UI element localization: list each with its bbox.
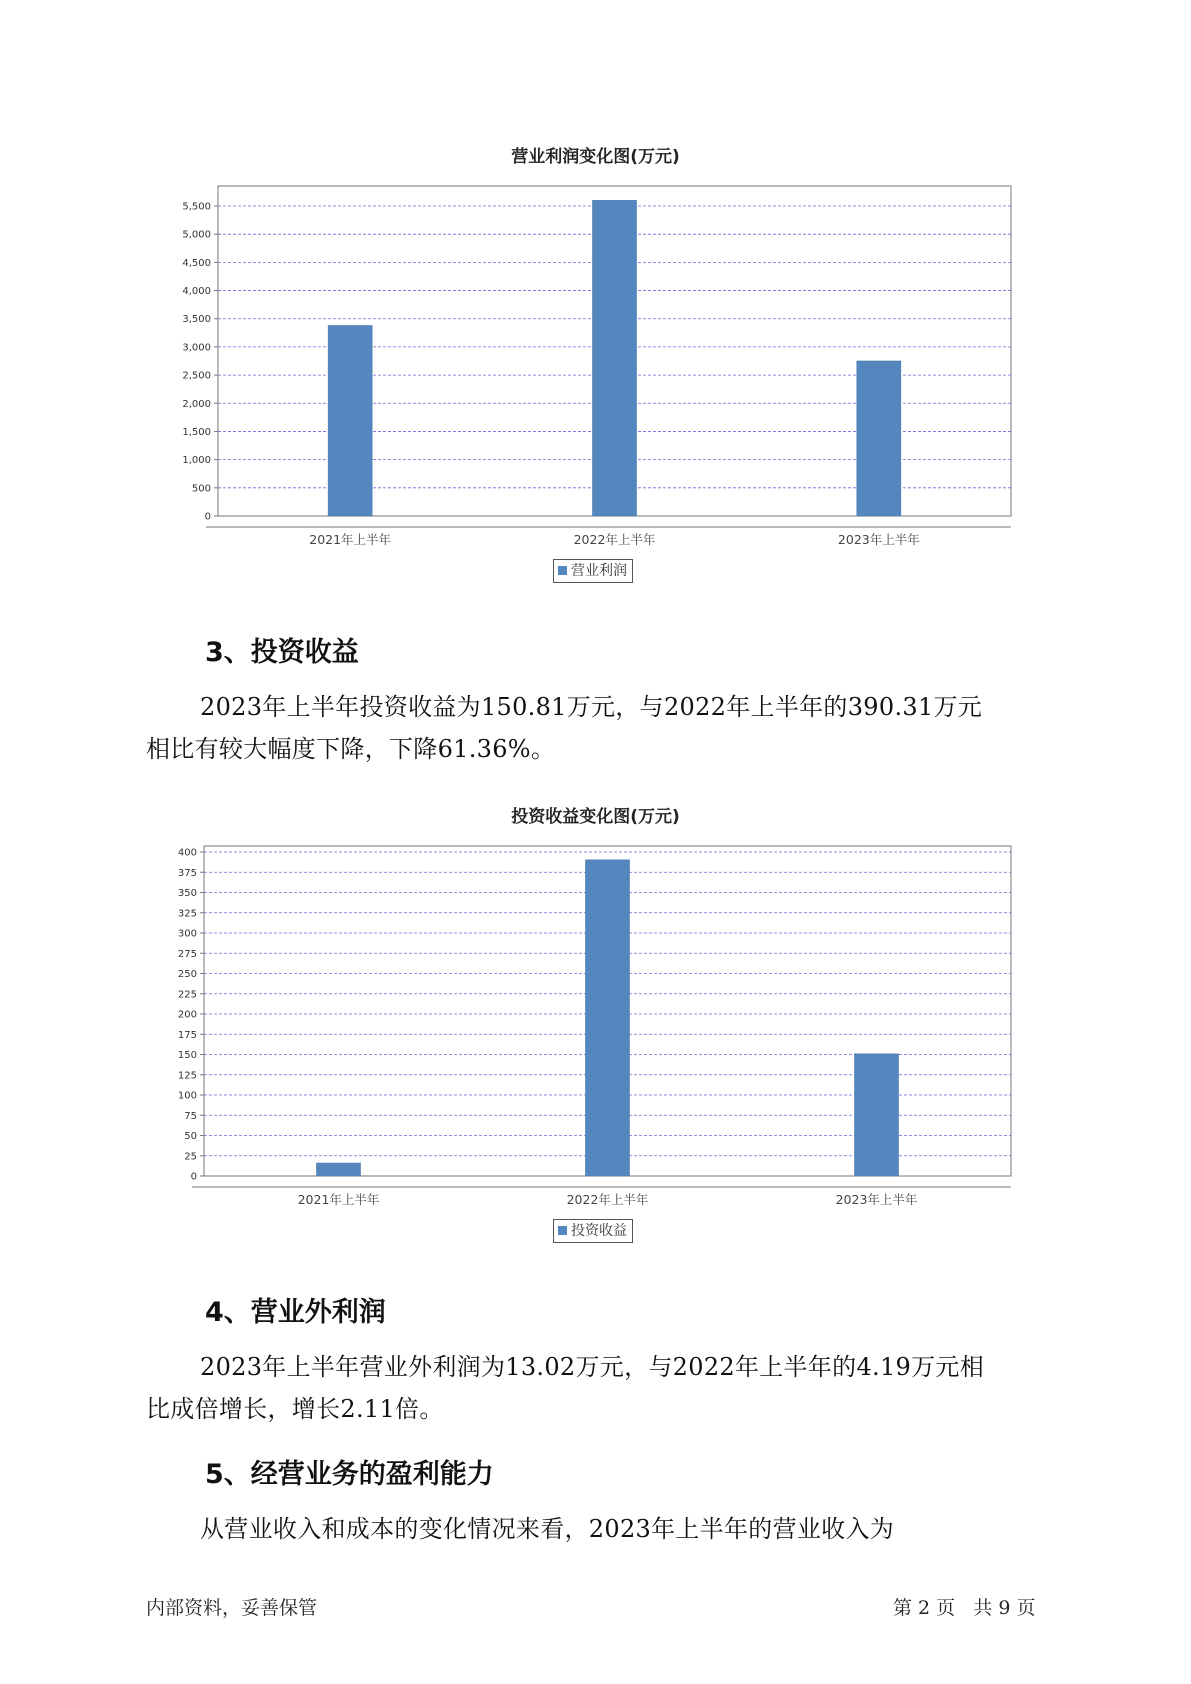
chart2-legend-label: 投资收益 (571, 1223, 627, 1239)
chart1-ytick-label: 5,500 (182, 201, 211, 213)
chart2-ytick-label: 300 (177, 928, 197, 940)
chart2-ytick-label: 400 (177, 847, 197, 859)
chart2-legend (553, 1219, 633, 1243)
chart1-legend-label: 营业利润 (571, 563, 627, 579)
chart2-xtick-label: 2021年上半年 (297, 1192, 380, 1207)
chart2-title: 投资收益变化图(万元) (511, 807, 680, 827)
chart2-ytick-label: 75 (184, 1110, 197, 1122)
heading-profitability: 5、经营业务的盈利能力 (205, 1459, 494, 1490)
heading-non-operating-profit: 4、营业外利润 (205, 1297, 386, 1328)
para-line: 相比有较大幅度下降，下降61.36%。 (146, 735, 556, 763)
para-non-operating-profit (146, 1346, 1066, 1430)
para-line: 从营业收入和成本的变化情况来看，2023年上半年的营业收入为 (200, 1515, 895, 1543)
chart2-ytick-label: 100 (177, 1090, 197, 1102)
chart2-ytick-label: 125 (177, 1070, 197, 1082)
chart2-bar (586, 860, 630, 1176)
chart1-ytick-label: 4,000 (182, 286, 211, 298)
chart2-ytick-label: 50 (184, 1131, 197, 1142)
chart2-xtick-label: 2023年上半年 (835, 1192, 918, 1207)
chart1-ytick-label: 5,000 (182, 229, 211, 241)
chart2-ytick-label: 175 (177, 1029, 197, 1041)
chart2-bar (317, 1163, 361, 1176)
para-profitability (146, 1508, 1066, 1550)
chart2-ytick-label: 375 (177, 867, 197, 879)
chart2-ytick-label: 350 (177, 888, 197, 899)
chart1-ytick-label: 4,500 (182, 257, 211, 269)
heading-investment-income: 3、投资收益 (205, 637, 359, 668)
chart1-ytick-label: 1,000 (182, 455, 211, 467)
chart2-bar (855, 1054, 899, 1176)
chart2-ytick-label: 150 (177, 1050, 197, 1061)
chart1-ytick-label: 1,500 (182, 426, 211, 438)
chart2-ytick-label: 25 (184, 1151, 197, 1163)
para-line: 2023年上半年营业外利润为13.02万元，与2022年上半年的4.19万元相 (200, 1353, 984, 1381)
chart2-ytick-label: 325 (177, 908, 197, 920)
para-line: 比成倍增长，增长2.11倍。 (146, 1395, 444, 1423)
legend-swatch-icon (558, 1226, 567, 1235)
chart2-ytick-label: 0 (190, 1171, 197, 1183)
chart1-ytick-label: 2,000 (182, 398, 211, 410)
chart2-xtick-label: 2022年上半年 (566, 1192, 649, 1207)
chart1-ytick-label: 3,500 (182, 314, 211, 326)
chart1-xtick-label: 2022年上半年 (573, 532, 656, 547)
chart1-title: 营业利润变化图(万元) (511, 147, 680, 167)
chart2-ytick-label: 225 (177, 989, 197, 1001)
chart1-xtick-label: 2021年上半年 (309, 532, 392, 547)
chart1-ytick-label: 3,000 (182, 342, 211, 354)
chart2-ytick-label: 200 (177, 1009, 197, 1021)
chart1-ytick-label: 500 (191, 483, 211, 495)
footer-page-number: 第 2 页 共 9 页 (893, 1597, 1036, 1619)
chart2-ytick-label: 250 (177, 969, 197, 980)
chart1-xtick-label: 2023年上半年 (837, 532, 920, 547)
chart2-ytick-label: 275 (177, 948, 197, 960)
chart1-ytick-label: 2,500 (182, 370, 211, 382)
chart1-ytick-label: 0 (204, 511, 211, 523)
footer-confidential-note: 内部资料，妥善保管 (146, 1597, 318, 1619)
para-line: 2023年上半年投资收益为150.81万元，与2022年上半年的390.31万元 (200, 693, 983, 721)
